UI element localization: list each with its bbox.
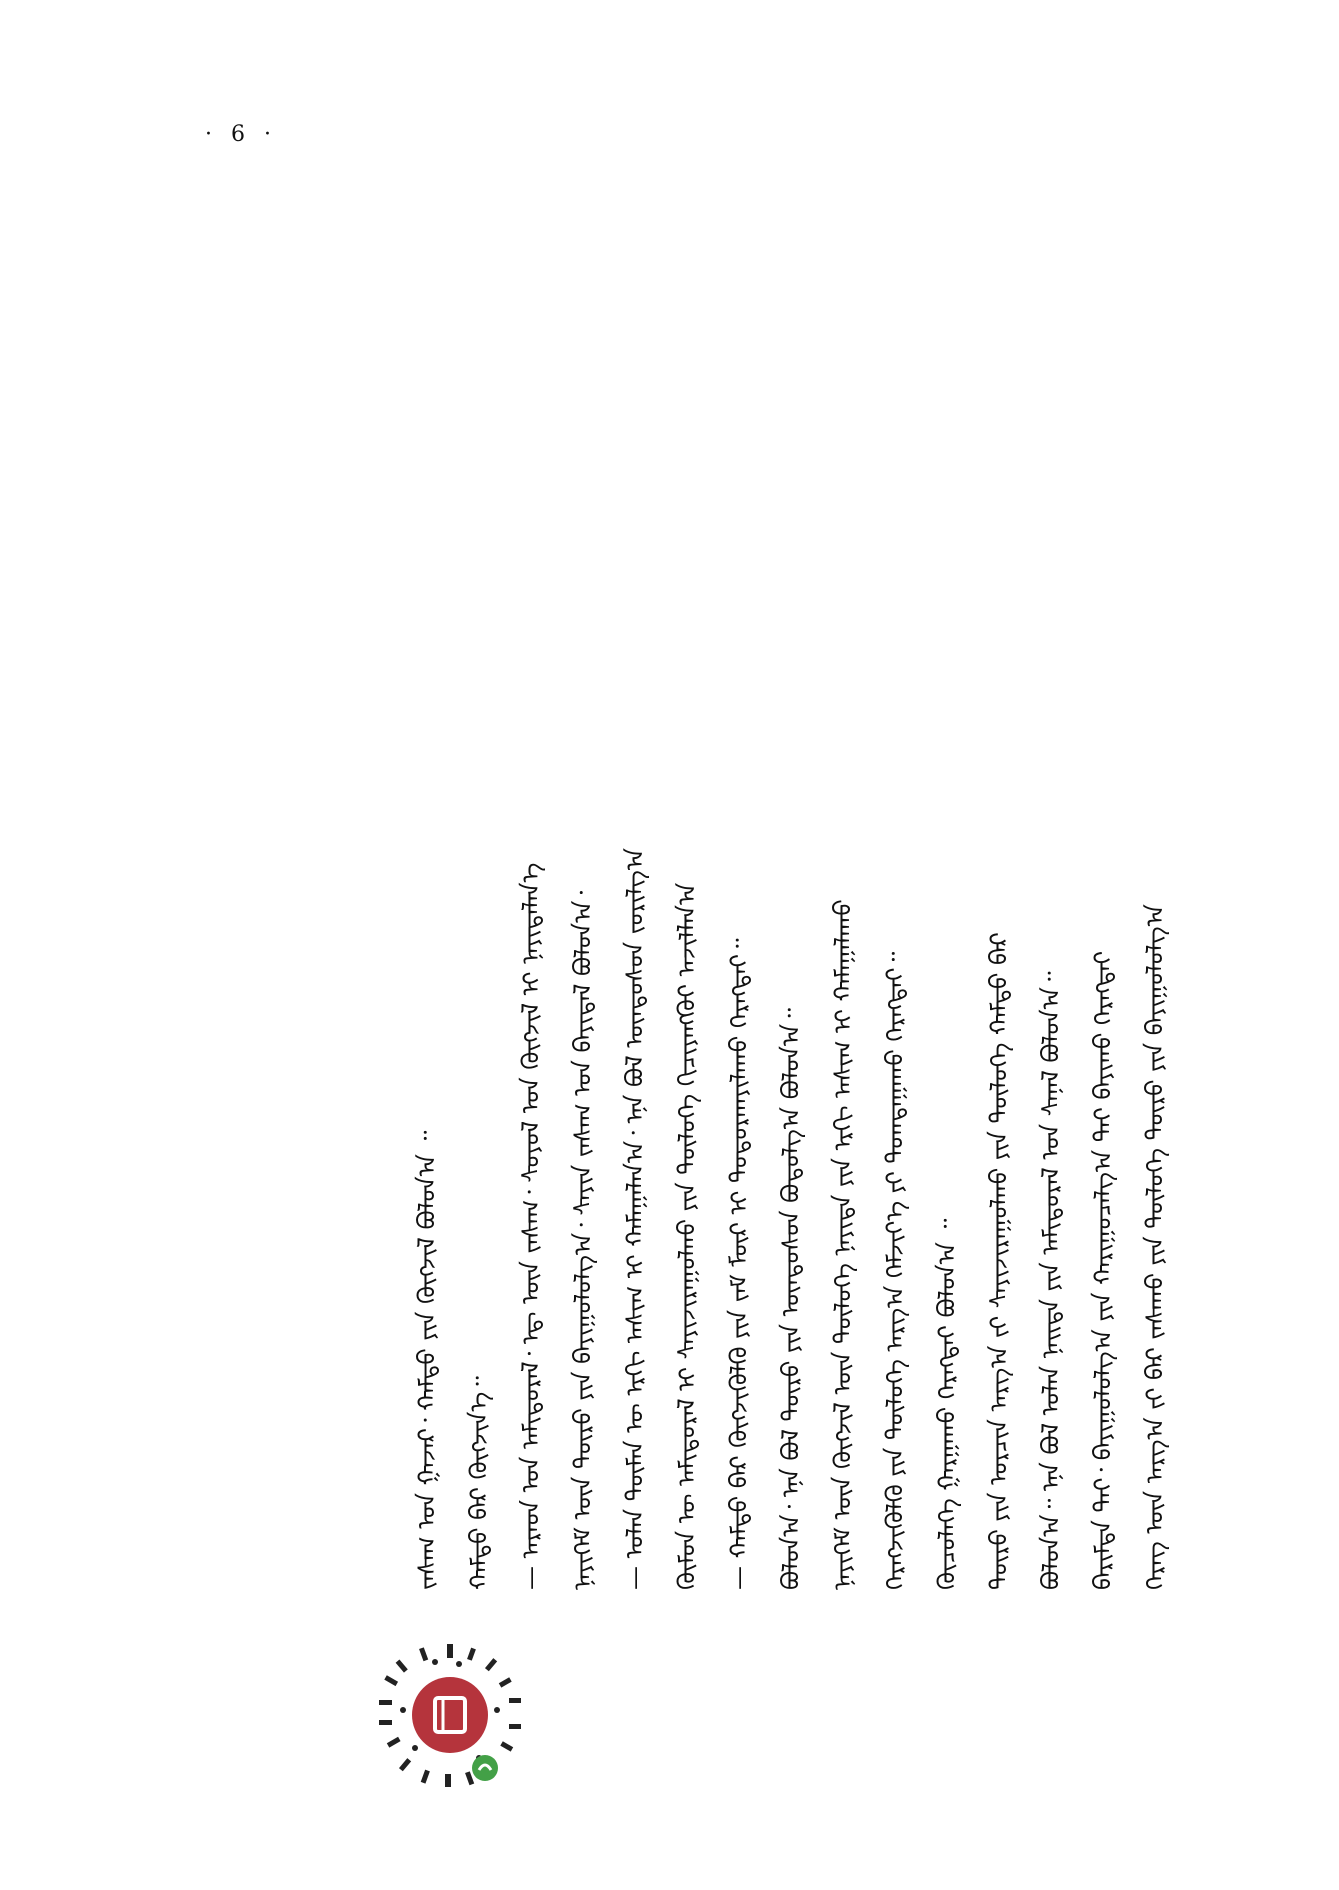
text-line: ᠨᠡᠶᠢᠭᠡᠮ ᠦᠨ ᠬᠥᠭᠵᠢᠯ ᠦᠨ ᠲᠥᠯᠥᠭᠡ ᠨᠡᠶᠢᠲᠡ ᠶᠢᠨ ᠡᠷᠬᠢ ᠠᠰᠢᠭ ᠢ ᠬᠠᠮᠠᠭᠠᠯᠠᠬᠤ bbox=[829, 899, 857, 1590]
text-line: — ᠣᠯᠠᠨ ᠲᠦᠮᠡᠨ ᠦ ᠡᠷᠬᠢ ᠠᠰᠢᠭ ᠢ ᠬᠠᠮᠠᠭᠠᠯᠠᠨ᠎ᠠ᠂ ᠡᠨᠡ ᠪᠣᠯ ᠦᠨᠳᠦᠰᠦᠨ ᠵᠣᠷᠢᠯᠭ᠎ᠠ bbox=[621, 847, 649, 1590]
mongolian-text-block bbox=[190, 190, 1170, 1590]
text-line: ᠬᠥᠮᠦᠨ ᠦ ᠠᠮᠢᠳᠤᠷᠠᠯ ᠢ ᠰᠠᠶᠢᠵᠢᠷᠠᠭᠤᠯᠬᠤ ᠶᠢᠨ ᠲᠥᠯᠥᠭᠡ ᠬᠢᠴᠢᠶᠡᠩᠭᠦᠢ ᠠᠵᠢᠯᠯᠠᠨ᠎ᠠ bbox=[673, 882, 701, 1590]
text-line: ᠪᠣᠯᠤᠨ᠎ᠠ᠃ ᠡᠨᠡ ᠪᠣᠯ ᠣᠯᠠᠨ ᠨᠡᠢᠲᠡ ᠶᠢᠨ ᠠᠮᠢᠳᠤᠷᠠᠯ ᠤᠨ ᠰᠠᠨᠠᠯ ᠪᠣᠯᠤᠨ᠎ᠠ᠃ bbox=[1037, 971, 1065, 1590]
text-line: ᠬᠠᠮᠲᠤ ᠪᠠᠷ ᠬᠥᠭᠵᠢᠨ᠎ᠡ᠃ bbox=[465, 1376, 493, 1590]
text-line: ᠬᠦᠴᠦᠯᠡᠭᠡ ᠭᠠᠷᠭᠠᠬᠤ ᠬᠡᠷᠡᠭᠲᠡᠢ ᠪᠣᠯᠤᠨ᠎ᠠ ᠃ bbox=[933, 1218, 961, 1590]
mini-program-code-icon[interactable] bbox=[375, 1640, 525, 1790]
page-number: · 6 · bbox=[205, 122, 277, 147]
text-line: ᠬᠡᠷᠡᠭᠵᠢᠭᠦᠯᠬᠦ ᠶᠢᠨ ᠲᠥᠯᠥᠭᠡ ᠠᠷᠭ᠎ᠠ ᠬᠡᠮᠵᠢᠶ᠎ᠡ ᠶᠢ ᠲᠣᠭᠲᠠᠭᠠᠬᠤ ᠬᠡᠷᠡᠭᠲᠡᠢ᠃ bbox=[881, 951, 909, 1590]
text-line: ᠨᠡᠶᠢᠭᠡᠮ ᠦᠨ ᠲᠥᠷᠥ ᠶᠢᠨ ᠪᠠᠶᠢᠭᠤᠯᠤᠯᠭ᠎ᠠ᠂ ᠰᠠᠶᠢᠨ ᠵᠠᠰᠠᠭ ᠤᠨ ᠪᠠᠶᠢᠳᠠᠯ ᠪᠣᠯᠤᠨ᠎ᠠ᠂ bbox=[569, 890, 597, 1590]
text-line: ᠲᠥᠷᠥ ᠶᠢᠨ ᠣᠷᠴᠢᠨ ᠠᠷᠭ᠎ᠠ ᠵᠢ ᠰᠠᠶᠢᠵᠢᠷᠠᠭᠤᠯᠬᠤ ᠶᠢᠨ ᠲᠥᠯᠥᠭᠡ ᠬᠠᠮᠲᠤ ᠪᠠᠷ bbox=[985, 932, 1013, 1590]
text-line: ᠪᠠᠷᠢᠮᠲᠠ ᠲᠠᠢ᠂ ᠪᠠᠶᠢᠭᠤᠯᠤᠯᠭ᠎ᠠ ᠶᠢᠨ ᠬᠠᠷᠢᠭᠤᠴᠠᠯᠭ᠎ᠠ ᠲᠠᠢ ᠪᠠᠶᠢᠬᠤ ᠬᠡᠷᠡᠭᠲᠡᠢ bbox=[1089, 950, 1117, 1590]
text-line: ᠬᠡᠷᠡᠭ ᠦᠨ ᠠᠷᠭ᠎ᠠ ᠵᠢ ᠪᠡᠷ ᠵᠠᠰᠠᠬᠤ ᠶᠢᠨ ᠲᠥᠯᠥᠭᠡ ᠲᠥᠷᠥ ᠶᠢᠨ ᠪᠠᠶᠢᠭᠤᠯᠤᠯᠭ᠎ᠠ bbox=[1141, 904, 1169, 1590]
text-line: — ᠠᠷᠠᠳ ᠤᠨ ᠠᠮᠢᠳᠤᠷᠠᠯ᠂ ᠡᠳ᠋ ᠦᠨ ᠵᠠᠰᠠᠭ᠂ ᠰᠣᠶᠣᠯ ᠤᠨ ᠬᠥᠭᠵᠢᠯ ᠢ ᠨᠡᠶᠢᠲᠡᠯᠡᠨ᠎ᠡ bbox=[517, 862, 545, 1590]
text-line: — ᠬᠠᠮᠲᠤ ᠪᠠᠷ ᠬᠥᠭᠵᠢᠭᠦᠯᠬᠦ ᠶᠢᠨ ᠵᠠᠮ ᠮᠥᠷ ᠢ ᠲᠣᠳᠤᠷᠬᠠᠶᠢᠯᠠᠬᠤ ᠬᠡᠷᠡᠭᠲᠡᠢ᠃ bbox=[725, 938, 753, 1590]
text-line: ᠵᠠᠰᠠᠭ ᠤᠨ ᠭᠠᠵᠠᠷ᠂ ᠬᠠᠮᠲᠤ ᠶᠢᠨ ᠬᠥᠭᠵᠢᠯ ᠪᠣᠯᠤᠨ᠎ᠠ ᠃ bbox=[413, 1130, 441, 1590]
text-line: ᠪᠣᠯᠤᠨ᠎ᠠ᠂ ᠡᠨᠡ ᠪᠣᠯ ᠲᠥᠷᠥ ᠶᠢᠨ ᠦᠨᠳᠦᠰᠦᠨ ᠪᠣᠳᠤᠯᠭ᠎ᠠ ᠪᠣᠯᠤᠨ᠎ᠠ᠃ bbox=[777, 1007, 805, 1590]
